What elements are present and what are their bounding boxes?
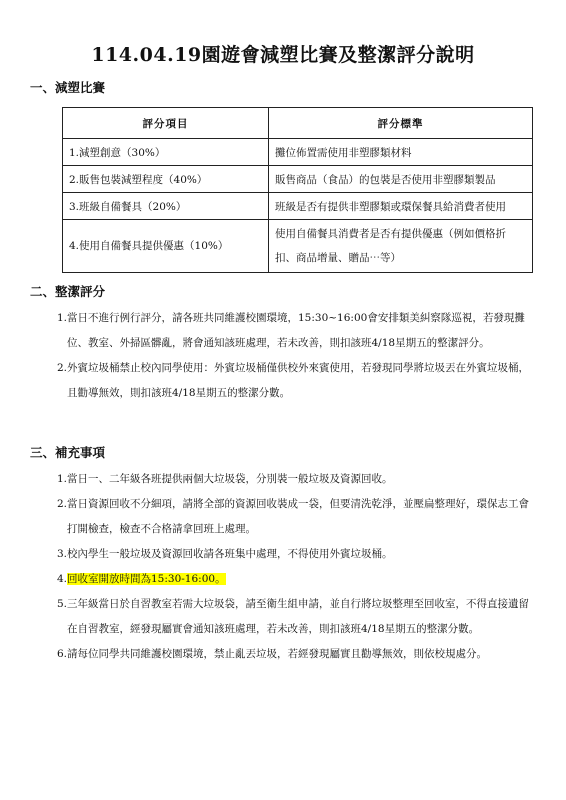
section-heading-plastic-reduction: 一、減塑比賽 [30,80,106,95]
table-cell-item: 3.班級自備餐具（20%） [63,193,269,220]
list-item [0,542,566,567]
table-cell-standard: 使用自備餐具消費者是否有提供優惠（例如價格折扣、商品增量、贈品⋯等） [269,220,533,273]
table-header-item: 評分項目 [63,108,269,139]
list-item [0,467,566,492]
list-item-text: 請每位同學共同維護校園環境，禁止亂丟垃圾，若經發現屬實且勸導無效，則依校規處分。 [67,648,487,660]
list-item-highlighted [0,567,566,592]
table-row [63,139,533,166]
list-item-number: 1. [57,312,68,324]
list-item [0,492,566,542]
list-item-text: 校內學生一般垃圾及資源回收請各班集中處理，不得使用外賓垃圾桶。 [67,548,393,560]
table-cell-standard: 攤位佈置需使用非塑膠類材料 [269,139,533,166]
section-heading-supplementary: 三、補充事項 [30,445,106,460]
list-item-number: 2. [57,498,68,510]
list-item-number: 4. [57,573,68,585]
highlighted-text: 回收室開放時間為15:30-16:00。 [67,573,226,585]
supplementary-list [0,467,566,667]
list-item-text: 當日資源回收不分細項，請將全部的資源回收裝成一袋，但要清洗乾淨，並壓扁整理好，環保志工會打開檢查，檢查不合格請拿回班上處理。 [67,498,529,535]
list-item [0,592,566,642]
page-title: 114.04.19園遊會減塑比賽及整潔評分說明 [91,44,475,66]
table-cell-item: 2.販售包裝減塑程度（40%） [63,166,269,193]
table-row [63,166,533,193]
scoring-criteria-table [62,107,533,273]
table-header-standard: 評分標準 [269,108,533,139]
list-item-text: 三年級當日於自習教室若需大垃圾袋，請至衛生組申請，並自行將垃圾整理至回收室，不得直接遺留在自習教室，經發現屬實會通知該班處理，若未改善，則扣該班4/18星期五的整潔分數。 [67,598,529,635]
list-item [0,642,566,667]
table-row [63,193,533,220]
list-item [0,356,566,406]
list-item-text: 當日不進行例行評分，請各班共同維護校園環境，15:30~16:00會安排類美糾察隊巡視，若發現攤位、教室、外掃區髒亂，將會通知該班處理，若未改善，則扣該班4/18星期五的整潔評分。 [67,312,525,349]
table-cell-item: 1.減塑創意（30%） [63,139,269,166]
table-cell-item: 4.使用自備餐具提供優惠（10%） [63,220,269,273]
list-item-number: 6. [57,648,68,660]
list-item [0,306,566,356]
cleanliness-list [0,306,566,406]
list-item-number: 5. [57,598,68,610]
list-item-text: 當日一、二年級各班提供兩個大垃圾袋，分別裝一般垃圾及資源回收。 [67,473,393,485]
list-item-number: 2. [57,362,68,374]
table-row [63,220,533,273]
list-item-text: 外賓垃圾桶禁止校內同學使用：外賓垃圾桶僅供校外來賓使用，若發現同學將垃圾丟在外賓垃圾桶，且勸導無效，則扣該班4/18星期五的整潔分數。 [67,362,529,399]
table-cell-standard: 班級是否有提供非塑膠類或環保餐具給消費者使用 [269,193,533,220]
table-cell-standard: 販售商品（食品）的包裝是否使用非塑膠類製品 [269,166,533,193]
list-item-number: 3. [57,548,68,560]
list-item-number: 1. [57,473,68,485]
table-header-row [63,108,533,139]
section-heading-cleanliness: 二、整潔評分 [30,284,106,299]
